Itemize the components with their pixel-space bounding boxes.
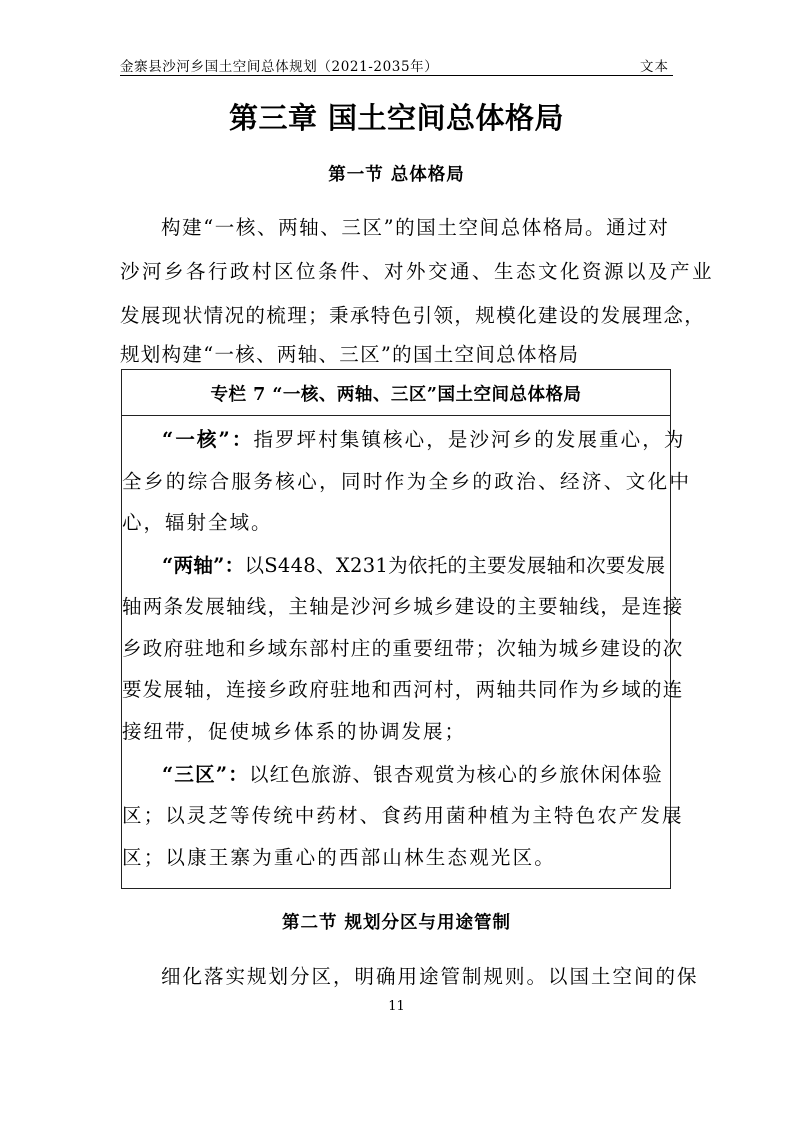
box-line: 要发展轴，连接乡政府驻地和西河村，两轴共同作为乡域的连	[122, 678, 684, 701]
paragraph-line: 细化落实规划分区，明确用途管制规则。以国土空间的保	[161, 965, 699, 988]
box-line: 轴两条发展轴线，主轴是沙河乡城乡建设的主要轴线，是连接	[122, 595, 684, 618]
section-title-zoning-control: 第二节 规划分区与用途管制	[281, 913, 512, 933]
box-line-axes	[162, 550, 665, 578]
header-document-type: 文本	[640, 59, 669, 75]
box-line: 区；以灵芝等传统中药材、食药用菌种植为主特色农产发展	[122, 804, 684, 827]
chapter-title: 第三章 国土空间总体格局	[228, 101, 565, 135]
box-line: 乡政府驻地和乡域东部村庄的重要纽带；次轴为城乡建设的次	[122, 637, 684, 660]
paragraph-line: 沙河乡各行政村区位条件、对外交通、生态文化资源以及产业	[120, 260, 715, 283]
page-number: 11	[388, 999, 405, 1014]
box-text: 以红色旅游、银杏观赏为核心的乡旅休闲体验	[248, 763, 663, 786]
paragraph-line: 发展现状情况的梳理；秉承特色引领，规模化建设的发展理念，	[120, 304, 706, 327]
box-line: 区；以康王寨为重心的西部山林生态观光区。	[122, 846, 557, 869]
box-line: 接纽带，促使城乡体系的协调发展；	[122, 720, 467, 743]
box-line-core	[162, 424, 685, 452]
paragraph-line: 构建“一核、两轴、三区”的国土空间总体格局。通过对	[161, 216, 670, 239]
section-title-overall-pattern: 第一节 总体格局	[328, 165, 465, 185]
feature-box-header	[122, 370, 670, 416]
term-one-core: “一核”：	[162, 428, 254, 451]
term-two-axes: “两轴”：	[162, 554, 245, 577]
box-text: 以S448、X231为依托的主要发展轴和次要发展	[244, 554, 666, 577]
running-header	[120, 53, 673, 76]
box-line: 全乡的综合服务核心，同时作为全乡的政治、经济、文化中	[122, 470, 692, 493]
box-text: 指罗坪村集镇核心，是沙河乡的发展重心，为	[253, 428, 686, 451]
box-line: 心，辐射全域。	[122, 511, 273, 534]
paragraph-line: 规划构建“一核、两轴、三区”的国土空间总体格局	[120, 343, 580, 366]
header-document-title: 金寨县沙河乡国土空间总体规划（2021-2035年）	[120, 59, 439, 75]
term-three-zones: “三区”：	[162, 763, 249, 786]
box-line-zones	[162, 759, 663, 787]
feature-box-title: 专栏 7 “一核、两轴、三区”国土空间总体格局	[210, 385, 582, 405]
